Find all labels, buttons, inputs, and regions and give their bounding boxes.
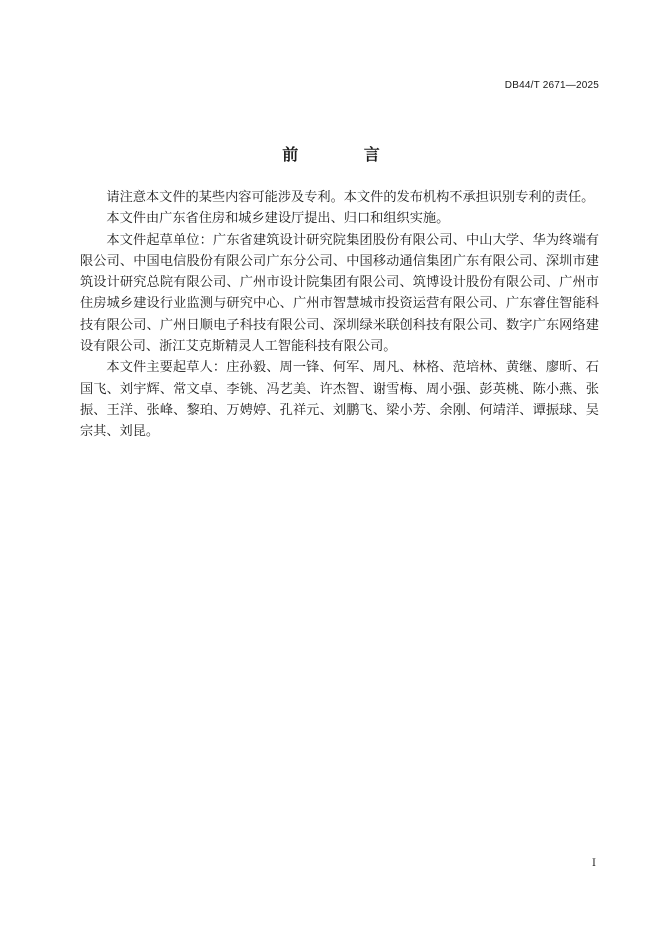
page-number: I: [592, 858, 596, 869]
drafting-units-paragraph: 本文件起草单位：广东省建筑设计研究院集团股份有限公司、中山大学、华为终端有限公司、中国电信股份有限公司广东分公司、中国移动通信集团广东有限公司、深圳市建筑设计研究总院有限公司、广州市设计院集团有限公司、筑博设计股份有限公司、广州市住房城乡建设行业监测与研究中心、广州市智慧城市投资运营有限公司、广东睿住智能科技有限公司、广州日顺电子科技有限公司、深圳绿米联创科技有限公司、数字广东网络建设有限公司、浙江艾克斯精灵人工智能科技有限公司。: [80, 232, 599, 355]
foreword-body: [80, 187, 599, 443]
patent-notice-paragraph: 请注意本文件的某些内容可能涉及专利。本文件的发布机构不承担识别专利的责任。: [106, 190, 595, 205]
proposer-paragraph: 本文件由广东省住房和城乡建设厅提出、归口和组织实施。: [106, 211, 450, 227]
page-title: 前 言: [282, 145, 410, 164]
document-code: DB44/T 2671—2025: [504, 80, 599, 91]
drafters-paragraph: 本文件主要起草人：庄孙毅、周一锋、何军、周凡、林格、范培林、黄继、廖昕、石国飞、刘宇辉、常文卓、李铫、冯艺美、许杰智、谢雪梅、周小强、彭英桃、陈小燕、张振、王洋、张峰、黎珀、万娉婷、孔祥元、刘鹏飞、梁小芳、余刚、何靖洋、谭振球、吴宗其、刘昆。: [80, 360, 599, 440]
